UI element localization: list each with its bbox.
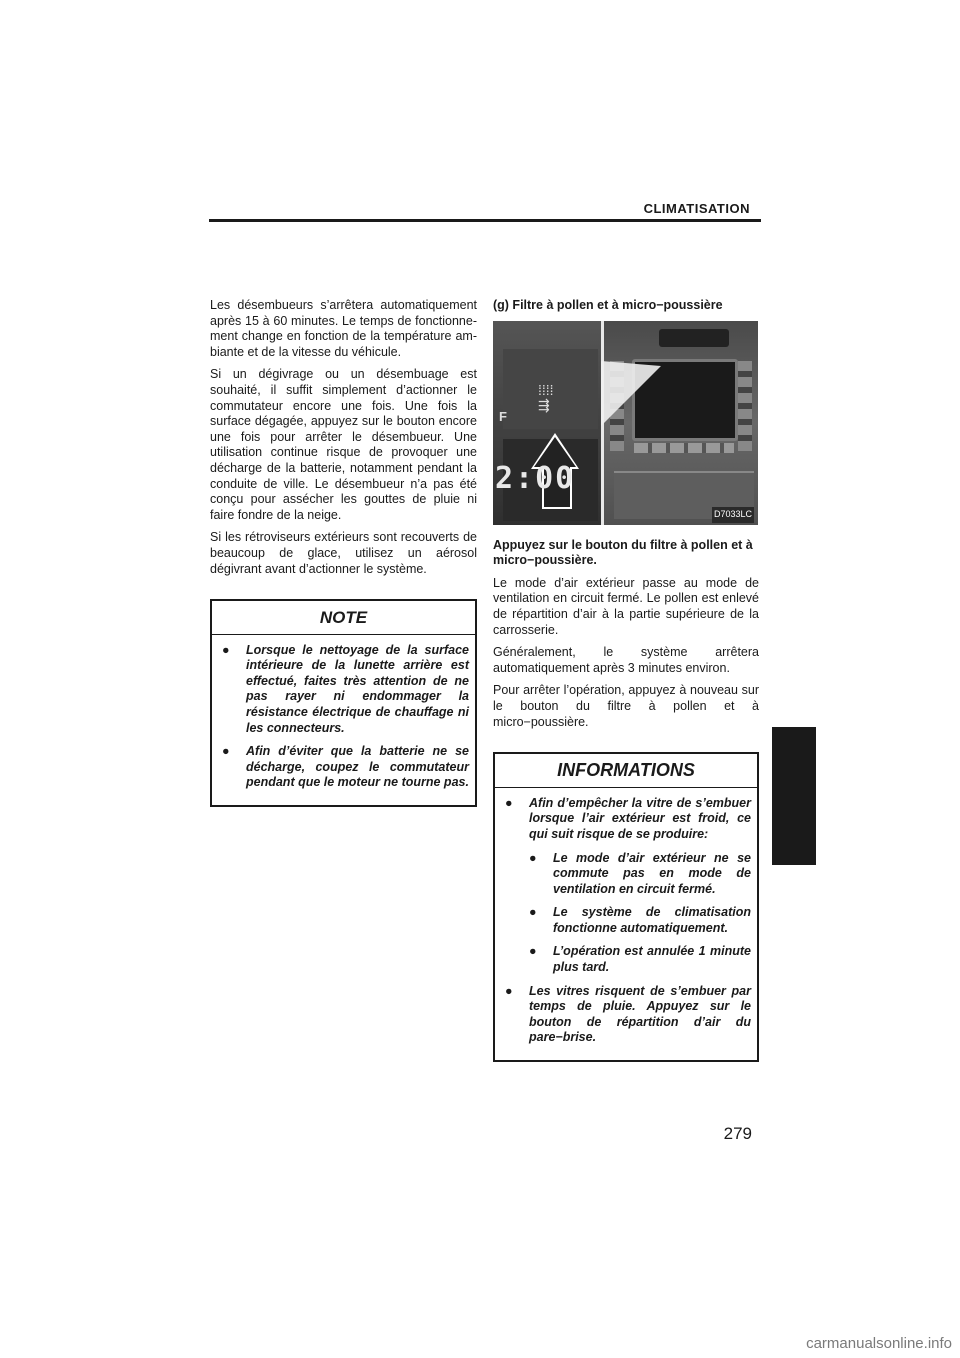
paragraph: Généralement, le système arrêtera automatiquement après 3 minutes environ. bbox=[493, 645, 759, 675]
paragraph: Si un dégivrage ou un désembuage est souhaité, il suffit simplement d’actionner le commutateur encore une fois. Une fois la surface dégagée, appuyez sur le bouton encore une fois pour arrêter le désembueur. Une utilisation continue risque de provoquer une décharge de la batterie, notamment pendant la conduite de ville. Le désembueur n’a pas été conçu pour assécher les gouttes de pluie ni faire fondre de la neige. bbox=[210, 367, 477, 522]
note-item-text: Lorsque le nettoyage de la surface intérieure de la lunette arrière est effectué, faites très attention de ne pas rayer ni endommager la résistance électrique de chauffage ni les connecteurs. bbox=[246, 642, 469, 735]
chapter-tab bbox=[772, 727, 816, 865]
bullet-icon: ● bbox=[222, 744, 230, 759]
note-item-text: Afin d’éviter que la batterie ne se décharge, coupez le commutateur pendant que le moteur ne tourne pas. bbox=[246, 744, 469, 790]
bullet-icon: ● bbox=[222, 642, 230, 657]
paragraph: Les désembueurs s’arrêtera automatiquement après 15 à 60 minutes. Le temps de fonctionne-ment change en fonction de la température am-biante et de la vitesse du véhicule. bbox=[210, 298, 477, 359]
info-box bbox=[493, 752, 759, 1062]
bullet-icon: ● bbox=[505, 983, 513, 998]
right-column bbox=[493, 298, 759, 1062]
dashboard-photo bbox=[493, 321, 758, 525]
note-item bbox=[220, 744, 469, 791]
paragraph: Si les rétroviseurs extérieurs sont recouverts de beaucoup de glace, utilisez un aérosol dégivrant avant d’actionner le système. bbox=[210, 530, 477, 576]
bullet-icon: ● bbox=[529, 850, 537, 865]
bullet-icon: ● bbox=[529, 944, 537, 959]
info-subitem: ● L’opération est annulée 1 minute plus tard. bbox=[529, 944, 751, 975]
info-title: INFORMATIONS bbox=[495, 754, 757, 788]
instruction-lead: Appuyez sur le bouton du filtre à pollen et à micro−poussière. bbox=[493, 537, 753, 568]
callout-pointer bbox=[601, 361, 661, 426]
bullet-icon: ● bbox=[529, 905, 537, 920]
pollen-filter-icon: ⁞⁞⁞⁞ ⇶ bbox=[538, 381, 554, 414]
section-title: CLIMATISATION bbox=[643, 201, 750, 216]
note-box bbox=[210, 599, 477, 807]
note-title: NOTE bbox=[212, 601, 475, 635]
watermark: carmanualsonline.info bbox=[806, 1335, 952, 1352]
info-item: ● Afin d’empêcher la vitre de s’embuer lorsque l’air extérieur est froid, ce qui suit risque de se produire: bbox=[505, 795, 751, 841]
paragraph: Pour arrêter l’opération, appuyez à nouveau sur le bouton du filtre à pollen et à micro−poussière. bbox=[493, 683, 759, 729]
left-column bbox=[210, 298, 477, 807]
bullet-icon: ● bbox=[505, 795, 513, 810]
figure-code: D7033LC bbox=[712, 507, 754, 523]
header-divider bbox=[209, 219, 761, 222]
zoom-inset: F ⁞⁞⁞⁞ ⇶ 2:00 bbox=[493, 321, 604, 525]
display-readout: 2:00 bbox=[495, 460, 576, 496]
section-heading: (g) Filtre à pollen et à micro−poussière bbox=[493, 298, 723, 312]
page-number: 279 bbox=[723, 1124, 752, 1143]
info-item: ● Les vitres risquent de s’embuer par temps de pluie. Appuyez sur le bouton de répartition d’air du pare−brise. bbox=[505, 983, 751, 1045]
info-subitem: ● Le mode d’air extérieur ne se commute pas en mode de ventilation en circuit fermé. bbox=[529, 850, 751, 896]
climate-button-row bbox=[634, 443, 734, 453]
note-item bbox=[220, 643, 469, 737]
info-subitem: ● Le système de climatisation fonctionne automatiquement. bbox=[529, 905, 751, 935]
paragraph: Le mode d’air extérieur passe au mode de ventilation en circuit fermé. Le pollen est enlevé de répartition d’air à la partie supérieure de la carrosserie. bbox=[493, 575, 759, 637]
